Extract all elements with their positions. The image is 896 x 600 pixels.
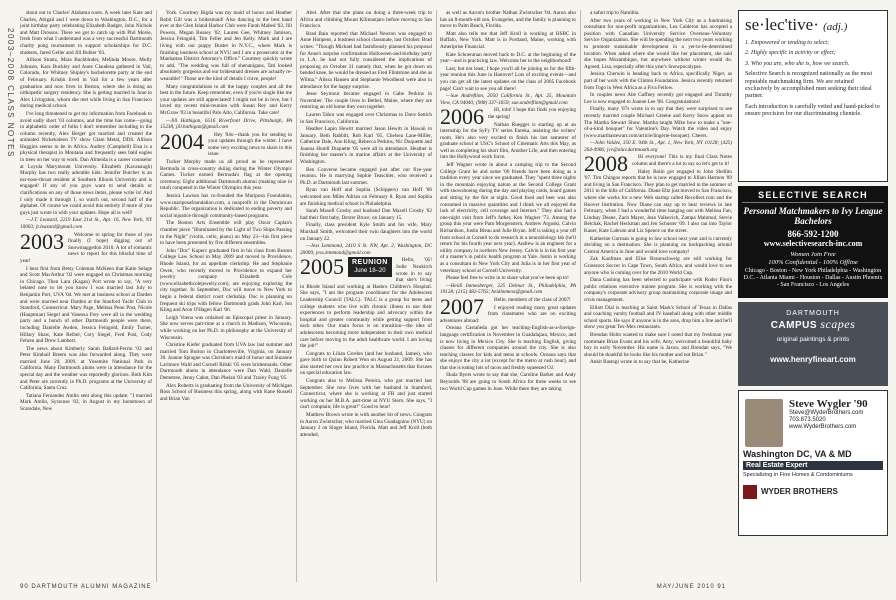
column-4 <box>440 10 576 582</box>
paragraph: Tucker Murphy made us all proud as he represented Bermuda in cross-country skiing during the Winter Olympic Games. Tucker earned Bermuda's flag at the opening ceremony. Eight additional Dartmouth alumni (making nine in total) competed in the Winter Olympics this year. <box>160 159 292 192</box>
paragraph: The news about Kimberly Sarah Ballard-Perrin '03 and Peter Kimball Breem was also forwarded along. They were married June 20, 2009, at Yosemite National Park in California. Many Dartmouth alums were in attendance for the special day and the weather was reportedly glorious. Both Kim and Peter are currently in Ph.D. programs at the University of California, Santa Cruz. <box>20 345 152 392</box>
column-1 <box>20 10 152 582</box>
wyder-brothers-logo: WYDER BROTHERS <box>743 485 883 499</box>
paragraph: Oceana Castañeda got her teaching-English-as-a-foreign-language certification in November in Guadalajara, Mexico, and is now living in Mexico City. She is teaching English, giving classes for different companies around the city. She is also teaching classes for kids and teens at schools. Oceana says that she enjoys the city a lot (except for the metro at rush hour), and that she is eating lots of tacos and freshly squeezed OJ. <box>440 325 576 371</box>
paragraph: Hi, tobi! I hope this finds you enjoying the spring! <box>488 107 576 120</box>
paragraph: Alex Roberts is graduating from the University of Michigan Ross School of Business this spring, along with Kane Russell and Brian Van <box>160 382 292 402</box>
ad-body: Each introduction is carefully vetted and hand-picked to ensure precision for our discriminating clientele. <box>745 103 880 118</box>
year-heading-2004: 2004 Hey '04s—thank you for sending in your updates through the winter. I have some very exciting news to share in this issue. <box>160 128 292 158</box>
paragraph: Please feel free to write in to share what you've been up to! <box>446 275 569 282</box>
agent-name: Steve Wygler '90 <box>789 398 868 410</box>
class-secretary-signature: —John Valdez, 350 E. 94th St., Apt. 1, New York, NY 10128; (425) 264-4906; jvv@aluv.dartmouth.org <box>584 140 732 153</box>
paragraph: Hey '04s—thank you for sending in your updates through the winter. I have some very exciting news to share in this issue. <box>208 131 292 158</box>
class-notes-spread <box>20 10 734 582</box>
column-divider <box>580 10 581 582</box>
ad-cities: Chicago - Boston - New York Philadelphia - Washington D.C. - Atlanta Miami - Houston - Dallas - Austin Phoenix - San Francisco - Los Angeles <box>743 268 883 289</box>
class-secretary-signature: —Jill Hathigan, 6516 Riverfront Drive, Pittsburgh, PA 15238; jill.hathigan@gmail.com <box>160 117 292 131</box>
paragraph: Congrats to Lilian Gordon (and her husband, James), who gave birth to Quinn Robert Won on August 21, 2009. She has also started her own law practice in Massachusetts that focuses on special education law. <box>300 350 432 377</box>
paragraph: Dana Cushing has been selected to participate with Ruder Finn's public relations executive trainee program. She is working with the company's corporate advisory group maintaining corporate image and crisis management. <box>584 277 732 303</box>
paragraph: Shala Byers wrote to say that she, Caroline Barker and Andy Reynolds '08 are going to South Africa for three weeks to see two World Cup games in June. While there they are taking <box>440 372 576 392</box>
paragraph: Last, but not least, I hope you'll all be joining us for the fifth-year reunion this June in Hanover! Lots of exciting events—and you can get all the latest updates on the class of 2005 Facebook page! Can't wait to see you all there! <box>440 65 576 92</box>
paragraph: Jessica Cherwin is heading back to Africa, specifically Niger, as part of her work with the Clinton Foundation. Jessica recently returned from Togo in West Africa as a Fiva Fellow. <box>584 71 732 91</box>
paragraph: as well as Aaron's brother Nathan Zwintscher '04. Aaron also has an 8-month-old son, Evangelos, and the family is planning to move to Palm Beach, Florida. <box>440 10 576 30</box>
ad-definition-1: 1. Empowered or tending to select; <box>745 40 830 46</box>
column-divider <box>436 10 437 582</box>
side-tab-label: 2003–2008 CLASS NOTES <box>6 28 15 158</box>
year-heading-2005: 2005 REUNION June 18–20 Hello, '05! Jodie Neukirch wrote in to say that she's living in Rhode Island and working at Hasbro Children's Hospital. She says, "I am the program coordinator for the Adolescent Leadership Council (TALC). TALC is a group for teens and college students who live with chronic illness to use their experiences to perform leadership and advocacy within the hospital and greater community while getting support from each other. Our main focus is on transition—the idea of adolescents becoming more independent in their own medical care before moving to the adult healthcare world. I am loving the job!" <box>300 254 432 350</box>
paragraph: Leigh Voena was ordained an Episcopal priest in January. She now serves part-time at a church in Madison, Wisconsin, while working on her Ph.D. in philosophy at the University of Wisconsin. <box>160 314 292 341</box>
paragraph: After two years of working in New York City as a fundraising consultant for non-profit organizations, Lea Calderon has accepted a position with Canadian University Service Overseas–Voluntary Service Organization. She will be spending the next two years working to promote sustainable development in a yet-to-be-determined location. When asked where she would like her placement, she said she hopes Mozambique, but anywhere without winter would do. Agreed, Lisa, especially after this year's Snowpocalypse. <box>584 17 732 70</box>
paragraph: Zak Kaufman and Elise Braunschweig are still working for Grassroot Soccer in Cape Town, South Africa, and would love to see anyone who is coming over for the 2010 World Cup. <box>584 256 732 276</box>
column-divider <box>296 10 297 582</box>
paragraph: Hello, '05! Jodie Neukirch wrote in to say that she's living in Rhode Island and working at Hasbro Children's Hospital. She says, "I am the program coordinator for the Adolescent Leadership Council (TALC). TALC is a group for teens and college students who live with chronic illness to use their experiences to perform leadership and advocacy within the hospital and greater community while getting support from each other. Our main focus is on transition—the idea of adolescents becoming more independent in their own medical care before moving to the adult healthcare world. I am loving the job!" <box>300 257 432 350</box>
class-secretary-signature: —Sue Andreflinn, 2050 California St., Apt. 25, Mountain View, CA 94040; (908) 337-1659; sue.andreflinn@gmail.com <box>440 93 576 106</box>
advertisement-sidebar <box>738 10 888 590</box>
agent-phone: 703.873.5020 <box>789 417 826 423</box>
paragraph: Jeff Wagner wrote in about a camping trip to the Second College Grant he and some '06 friends have been doing as a tradition every year since we graduated. They "spent three nights in the mountain enjoying nature at the Second College Grant with snowshoeing during the day and playing cards, board games and sitting by the fire at night. Good food and beer was also consumed in massive quantities and I think we all enjoyed the lack of electricity, cell coverage and Internet." They also had a one-night visit from Jeff's father, Ken Wagner '73. Among the group this year were Pam Morgenstern, Andrew Argoski, Calvin Richardson, Justin Bleau and Julie Bryan. Jeff is taking a year off from school at Cornell to do research in a neurobiology lab (he'll return for his fourth year next year). Andrew is an engineer for a utility company in northern New Jersey. Calvin is in his first year of a master's in public health program at Yale. Justin is working as a consultant in New York City and Julia is in her first year of veterinary school at Cornell University. <box>440 162 576 274</box>
ad-url-link[interactable]: www.henryfineart.com <box>770 355 856 364</box>
paragraph: Nathan Ruegger is starting up at an internship for the SyFy TV series Eureka, assisting the writers' room. He's also very excited to finish his last semester of graduate school at USC's School of Cinematic Arts this May, as well as completing his short film, Another Life, and then entering into the Hollywood work force. <box>440 121 576 161</box>
wyder-brothers-ad[interactable] <box>738 390 888 536</box>
year-heading-2006: 2006 Hi, tobi! I hope this finds you enjoying the spring! <box>440 104 576 130</box>
paragraph: The Boston Arts Ensemble will play Oscar Caplan's chamber piece "Illuminated by the Light of Two Ships Passing in the Night" (violin, cello, piano) on May 23—his first piece to have been presented by five different ensembles. <box>160 220 292 247</box>
selective-search-contact-ad[interactable] <box>738 186 888 298</box>
paragraph: Brendan Holm wanted to make sure I noted that my freshman year roommate Brian Evans and his wife, Amy, welcomed a beautiful baby boy in early November. His name is Jaxon, and Brendan says, "We should be thankful he looks like his mother and not Brian." <box>584 331 732 358</box>
column-5 <box>584 10 732 582</box>
paragraph: Many congratulations to all the happy couples and all the best in the future. Keep remember, even if you're single like me your updates are still appreciated! I might not be in love, but I loved my recent mini-reunion with Susan Rey and Kerry McGraw '03 in beautiful Palo Alto, California. Take care! <box>160 83 292 116</box>
paragraph: Lauren Tabor was engaged over Christmas to Dave Settich in San Francisco, California. <box>300 111 432 125</box>
paragraph: Congrats also to Melissa Pereira, who got married last September. She now lives with her husband in Stamford, Connecticut, where she is working at FR and just started working on her M.B.A. part-time at NYU Stern. She says, "I can't complain; life is great!" Good to hear! <box>300 378 432 411</box>
paragraph: Jesse Seymour became engaged to Gabe Perkins in November. The couple lives in Bethel, Maine, where they are restoring an old home they own together. <box>300 91 432 111</box>
agent-photo <box>745 399 783 447</box>
paragraph: I hear first from Betsy Coleman McKeen that Katie Selage and Scott MacArthur '02 were engaged on Christmas morning in Chicago. Then Lara (Kagan) Port wrote to say, "A very belated note to let you know I was married last July to Benjamin Port, UVA '04. We met at business school at Darden and were married near Darden at the Stanford Yacht Club in Stamford, Connecticut. Mary Page, Melissa Penn Post, Nicole (Hauptman) Siegel and Vanessa Frey were all in the wedding party and a bunch of other Dartmouth people were there, including Danielle Awden, Jessica Feingold, Emily Turner, Hillary Shaw, Kate Reibel, Cory Siegel, Fred Post, Cody Fehren and Drew Lambert. <box>20 265 152 345</box>
agent-website-link[interactable]: www.WyderBrothers.com <box>789 424 857 430</box>
paragraph: Jessica Lawson has co-founded the Mariposa Foundation, www.mariposafoundation.com, a nonprofit in the Dominican Republic. The organization is dedicated to ending poverty and social injustice through community-based programs. <box>160 193 292 219</box>
paragraph: Brad Bain reported that Michael Newton was engaged to Anne Himpens, a business school classmate, last October. Brad writes: "Though Michael had fastidiously planned his proposal for Anne's surprise confirmation Halloween-and-birthday party in L.A. he had not fully considered the implications of proposing on October 31 namely that, when he got down on bended knee, he would be dressed as Fred Flintstone and she as Wilma." Alissa Hansen and Stephanie Woodhead were also in attendance for the happy surprise. <box>300 30 432 90</box>
footer-left-folio: 90 DARTMOUTH ALUMNI MAGAZINE <box>20 584 152 590</box>
ad-heading: SELECTIVE SEARCH <box>742 190 884 203</box>
paragraph: John "Doc" Kuperc graduated first in his class from Boston College Law School in May 2009 and moved to Providence, Rhode Island, for an appellate clerkship. He and Stephanie Owen, who recently moved to Providence to expand her jewelry company Elizabeth Cole (www.elizabethcolejewelry.com), are enjoying exploring the city together. In September, Doc will move to New York to begin a federal district court clerkship. Doc is planning on frequent ski trips with fellow Dartmouth grads John Karl, Jon Kling and Aron O'Hagen Karl '06. <box>160 247 292 314</box>
paragraph: Finally, class president Kyle Smith and his wife, Mary Marshall Smith, welcomed their twin daughters into the world on January 22. <box>300 222 432 242</box>
paragraph: shout out to Charles' Alabama roots. A week later Kate and Charles, Abigail and I were down to Washington, D.C., for a joint birthday party celebrating Elizabeth Badger, John Nichols and Matt Drossos. There we got to catch up with Phil Morse, fresh from what I understand was a very successful Dartmouth charity pong tournament to support scholarships for D.C. students, Jared Geller and Jill Bubier '03. <box>20 10 152 56</box>
reunion-badge: REUNION June 18–20 <box>348 257 392 277</box>
paragraph: Allison Stuntz, Mara Buchbinder, Melinda Moore, Molly Johnson, Kara Buckley and Anne Claudesa gathered in Vail, Colorado, for Whitney Shipley's bachelorette party at the end of February. Kristin lived in Vail for a few years after graduation and now lives in Boston, where she is doing an orthopedic surgery residency. She is getting married in June to Alex Livingston, whom she met while living in San Francisco during medical school. <box>20 57 152 110</box>
paragraph: Hello, members of the class of 2007! <box>494 296 571 303</box>
year-heading-2003: 2003 Welcome to spring for those of you finally (I hope) digging out of Snowmaggedon 2010. A lot of romantic news to report for this blissful time of year! <box>20 228 152 264</box>
paragraph: Welcome to spring for those of you finally (I hope) digging out of Snowmaggedon 2010. A lot of romantic news to report for this blissful time of year! <box>20 231 152 264</box>
paragraph: Katherine Gorman is going to law school next year and is currently deciding on a destination. She is planning on backpacking around Central America in June and would love company! <box>584 235 732 255</box>
column-divider <box>156 10 157 582</box>
paragraph: Elliott Dial is teaching at Saint Mark's School of Texas in Dallas and coaching varsity football and JV baseball along with other middle school sports. He says if anyone is in the area, drop him a line and he'll show you great Tex-Mex restaurants. <box>584 304 732 331</box>
year-heading-2007: 2007 Hello, members of the class of 2007! <box>440 297 576 304</box>
paragraph: a safari trip to Namibia. <box>590 10 640 16</box>
paragraph: Sarah Maxell Crosby and husband Dan Maxell Crosby '02 had their first baby, Dexter Bruce, on January 15. <box>300 208 432 221</box>
selective-search-definition-ad[interactable] <box>738 10 888 182</box>
paragraph: Ankit Rastogi wrote in to say that he, Katherine <box>590 359 690 366</box>
ad-body: Selective Search is recognized nationally as the most reputable matchmaking firm. We are retained exclusively by accomplished men seeking their ideal partner. <box>745 71 873 100</box>
year-heading-2008: 2008 Hi everyone! This is my final Class Notes column and there's a lot to say so let's get to it! <box>584 151 732 177</box>
paragraph: I enjoyed reading many great updates from classmates who are on exciting adventures abroad: <box>440 304 576 324</box>
paragraph: Finally, many '07s wrote in to say that they were surprised to see recently married couple Michael Greene and Kerry Snow appear on The Martha Stewart Show. Martha taught Mike how to make a "one-of-a-kind bouquet" for Valentine's Day. Watch the video and enjoy (www.marthastewart.com/article/lingerie-bouquet). Cheers. <box>584 106 732 139</box>
ad-definition-3: 3. Who you are, who she is, how we search. <box>745 60 850 67</box>
paragraph: Ben Converse became engaged just after our five-year reunion. He is marrying Sophie Teaschler, who received a Ph.D. at Dartmouth last summer. <box>300 166 432 186</box>
ad-real-estate-banner: Real Estate Expert <box>743 461 883 470</box>
ad-specialty: Specializing in Fine Homes & Condominiums <box>743 472 853 478</box>
class-secretary-signature: —J.T. Leazard, 2219 East 21st St., Apt. 16, New York, NY 10003; jt.leazard@gmail.com <box>20 217 152 230</box>
paragraph: In couples news Abe Gaffney recently got engaged and Timothy Lee is now engaged to Joanne Lee '08. Congratulations! <box>584 92 732 105</box>
ad-definition-2: 2. Highly specific in activity or effect; <box>745 50 836 57</box>
ad-phone: 866-592-1200 <box>787 229 839 239</box>
column-2 <box>160 10 292 582</box>
paragraph: Haley Bolin got engaged to John Shellito '07. Tim Chingos reports that he is now engaged to Jillian Harmon '09 and living in San Francisco. They plan to get married in the summer of 2011 in the hills of California. Diane Eltz just moved to San Francisco, where she works for a new Web startup called Recollect.com and the Hoover Institution. Now Diane can stay up to hear reviews in late February, when I had a wonderful time hanging out with Melissa Fan, Lindsay Deane, Zach Mayer, Jean Valkevich, Zampa Mahmud, Stevie Belchak, Rachel Heckman and Jen Schuster '09. I also ran into Taylor Kauer, Kate Labrum and Liz Spence on the street. <box>584 168 732 234</box>
class-secretary-signature: —Jess Lemmond, 2410 S St. NW, Apt. 2, Washington, DC 20009; jess.lemmond@gmail.com <box>300 243 432 256</box>
ad-title: se·lec'tive· (adj.) <box>745 15 848 34</box>
paragraph: Abel. After that she plans on doing a three-week trip to Africa and climbing Mount Kilimanjaro before moving to San Francisco. <box>300 10 432 30</box>
footer-right-folio: MAY/JUNE 2010 91 <box>656 584 726 590</box>
paragraph: Hi everyone! This is my final Class Notes column and there's a lot to say so let's get to it! <box>632 154 732 168</box>
ad-women-join: Women Join Free <box>790 251 836 258</box>
paragraph: Tatiana Fernandes Amlin sent along this update: "I married Mark Amlin, Syracuse '02, in August in my hometown of Scarsdale, New <box>20 392 152 413</box>
agent-email[interactable]: Steve@WyderBrothers.com <box>789 410 864 416</box>
ad-region: Washington DC, VA & MD <box>743 449 852 459</box>
column-3 <box>300 10 432 582</box>
class-secretary-signature: —Heidi Immesberger, 225 Delmar St., Philadelphia, PA 19128; (215) 482-5765; heidimmess@gmail.com <box>440 282 576 296</box>
section-side-tab <box>4 28 16 528</box>
paragraph: Matthew Brown wrote in with another bit of news. Congrats to Aaron Zwintscher, who married Gina Guadagnino (NYU) on January 2 on Singer Island, Florida. Matt and Jeff Kroll (both attended, <box>300 412 432 438</box>
page-footer <box>20 584 726 594</box>
paragraph: York. Courtney Bigda was my maid of honor and Heather Bobit Gill was a bridesmaid! Also dancing to the best band ever at the Glen Island Harbor Club were Farah Mabed '02, Jill Powers, Megan Bussey '02, Lauren Gee, Whitney Jamison, Jessica Feingold, Tim Feller and Jen Kelly. Mark and I are living with our puppy Buster in N.Y.C., where Mark is finishing business school at NYU and I am a prosecutor at the Manhattan District Attorney's Office." Courtney quickly wrote to add, "The wedding was full of shenanigans, Tati looked absolutely gorgeous and our bridesmaid dresses are actually re-wearable!" Those are the kind of details I crave, people! <box>160 10 292 82</box>
campus-scapes-ad[interactable] <box>738 302 888 386</box>
paragraph: I've long threatened to get my information from Facebook to avoid sadly short '03 columns, and the time has come—going in alphabetic order of folks I don't remember including in the column recently, Alex Berger got married and created the animated Nickelodeon TV show Glam Metal, DDS. Allison Huggins seems to be in Africa. Audrey (Campbell) Eisa is a physical therapist in Montana and frequently sees bald eagles in trees on her way to work. Dan Almeida is a career counselor at Loyola Marymount University. Elizabeth (Kavanaugh) Murphy has two really adorable kids. Jennifer Butcher is an ear-nose-throat resident at Southern Illinois University and is engaged! If any of you guys want to send details or clarifications on any of those news items, please write in! And I only made it through J, so watch out, second half of the alphabet. Of course we could avoid this entirely if more of you guys just wrote in with your updates. Hope all is well! <box>20 110 152 216</box>
ad-confidential: 100% Confidential - 100% Offline <box>768 258 858 266</box>
logo-mark-icon <box>743 485 757 499</box>
paragraph: Matt also tells me that Jeff Kroll is working at HSBC in Buffalo, New York. Matt is in Portland, Maine, working with Ameriprise Financial. <box>440 30 576 50</box>
ad-tagline: Personal Matchmakers to Ivy League Bachelors <box>743 206 883 226</box>
paragraph: Christine Kiefer graduated from UVA law last summer and married Tom Borton in Charlottesville, Virginia, on January 30. Joanne Sprague was Christine's maid of honor and Suzanne Larimore Waltl and Cornell Bilski '05 were bridesmaids. Other Dartmouth alums in attendance were Dan Wald, Danielle Demetree, Jenny Cabot, Dan Phelan '03 and Tracey Fung '05. <box>160 342 292 382</box>
paragraph: Ryan van Hoff and Sophia (Schippers) van Hoff '06 welcomed son Miles Adrian on February 8. Ryan and Sophia are finishing medical school in Philadelphia. <box>300 187 432 207</box>
paragraph: Kate Schoenman moved back to D.C. at the beginning of the year—and is practicing law. Welcome her to the neighborhood! <box>440 51 576 65</box>
campus-scapes-logo: DARTMOUTH CAMPUS scapes <box>770 310 856 331</box>
paragraph: Heather Lapin Hewitt married Jason Hewitt in Hawaii in January. Beth Rabbitt, Rob Karl '05, Chelsea Lane-Miller, Catherine Dale, Ann Kling, Rebecca Perkins, Nic Duquette and Joanna Hurell Duquette '05 were all in attendance. Heather is finishing her master's in marine affairs at the University of Washington. <box>300 126 432 166</box>
ad-url-link[interactable]: www.selectivesearch-inc.com <box>763 239 863 248</box>
ad-subtitle: original paintings & prints <box>776 336 850 343</box>
